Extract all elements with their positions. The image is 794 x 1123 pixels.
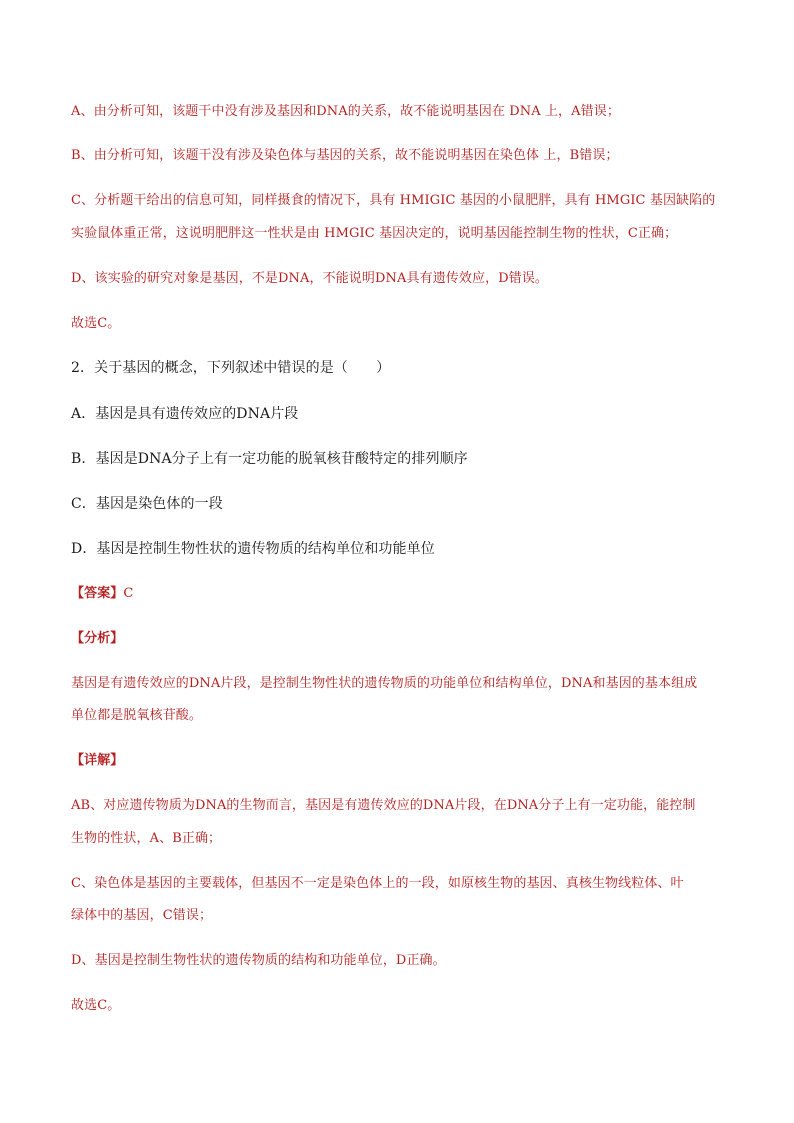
option-b: B．基因是DNA分子上有一定功能的脱氧核苷酸特定的排列顺序 xyxy=(71,451,468,467)
answer-row xyxy=(71,586,133,602)
detail-line: D、基因是控制生物性状的遗传物质的结构和功能单位，D正确。 xyxy=(71,953,446,968)
question-stem: 2．关于基因的概念，下列叙述中错误的是（ ） xyxy=(71,360,391,376)
option-a: A．基因是具有遗传效应的DNA片段 xyxy=(71,406,299,422)
explanation-line-a: A、由分析可知，该题干中没有涉及基因和DNA的关系，故不能说明基因在 DNA 上，A错误； xyxy=(71,104,620,119)
explanation-line-d: D、该实验的研究对象是基因，不是DNA，不能说明DNA具有遗传效应，D错误。 xyxy=(71,271,549,286)
analysis-line: 单位都是脱氧核苷酸。 xyxy=(71,708,203,723)
detail-line: 绿体中的基因，C错误； xyxy=(71,908,213,923)
detail-label: 【详解】 xyxy=(71,753,124,768)
detail-line: C、染色体是基因的主要载体，但基因不一定是染色体上的一段，如原核生物的基因、真核生物线粒体、叶 xyxy=(71,876,684,891)
analysis-line: 基因是有遗传效应的DNA片段，是控制生物性状的遗传物质的功能单位和结构单位，DNA和基因的基本组成 xyxy=(71,676,698,691)
answer-label: 【答案】 xyxy=(71,586,124,601)
detail-conclusion: 故选C。 xyxy=(71,998,121,1013)
option-d: D．基因是控制生物性状的遗传物质的结构单位和功能单位 xyxy=(71,541,435,557)
answer-value: C xyxy=(123,586,134,601)
detail-line: 生物的性状，A、B正确； xyxy=(71,831,222,846)
explanation-line-b: B、由分析可知，该题干没有涉及染色体与基因的关系，故不能说明基因在染色体 上，B错误； xyxy=(71,148,619,163)
explanation-conclusion: 故选C。 xyxy=(71,316,121,331)
analysis-label: 【分析】 xyxy=(71,631,124,646)
detail-line: AB、对应遗传物质为DNA的生物而言，基因是有遗传效应的DNA片段，在DNA分子上有一定功能，能控制 xyxy=(71,798,696,813)
option-c: C．基因是染色体的一段 xyxy=(71,496,223,512)
explanation-line-c: C、分析题干给出的信息可知，同样摄食的情况下，具有 HMIGIC 基因的小鼠肥胖，具有 HMGIC 基因缺陷的 xyxy=(71,193,716,208)
explanation-line-c-cont: 实验鼠体重正常，这说明肥胖这一性状是由 HMGIC 基因决定的，说明基因能控制生物的性状，C正确； xyxy=(71,226,678,241)
